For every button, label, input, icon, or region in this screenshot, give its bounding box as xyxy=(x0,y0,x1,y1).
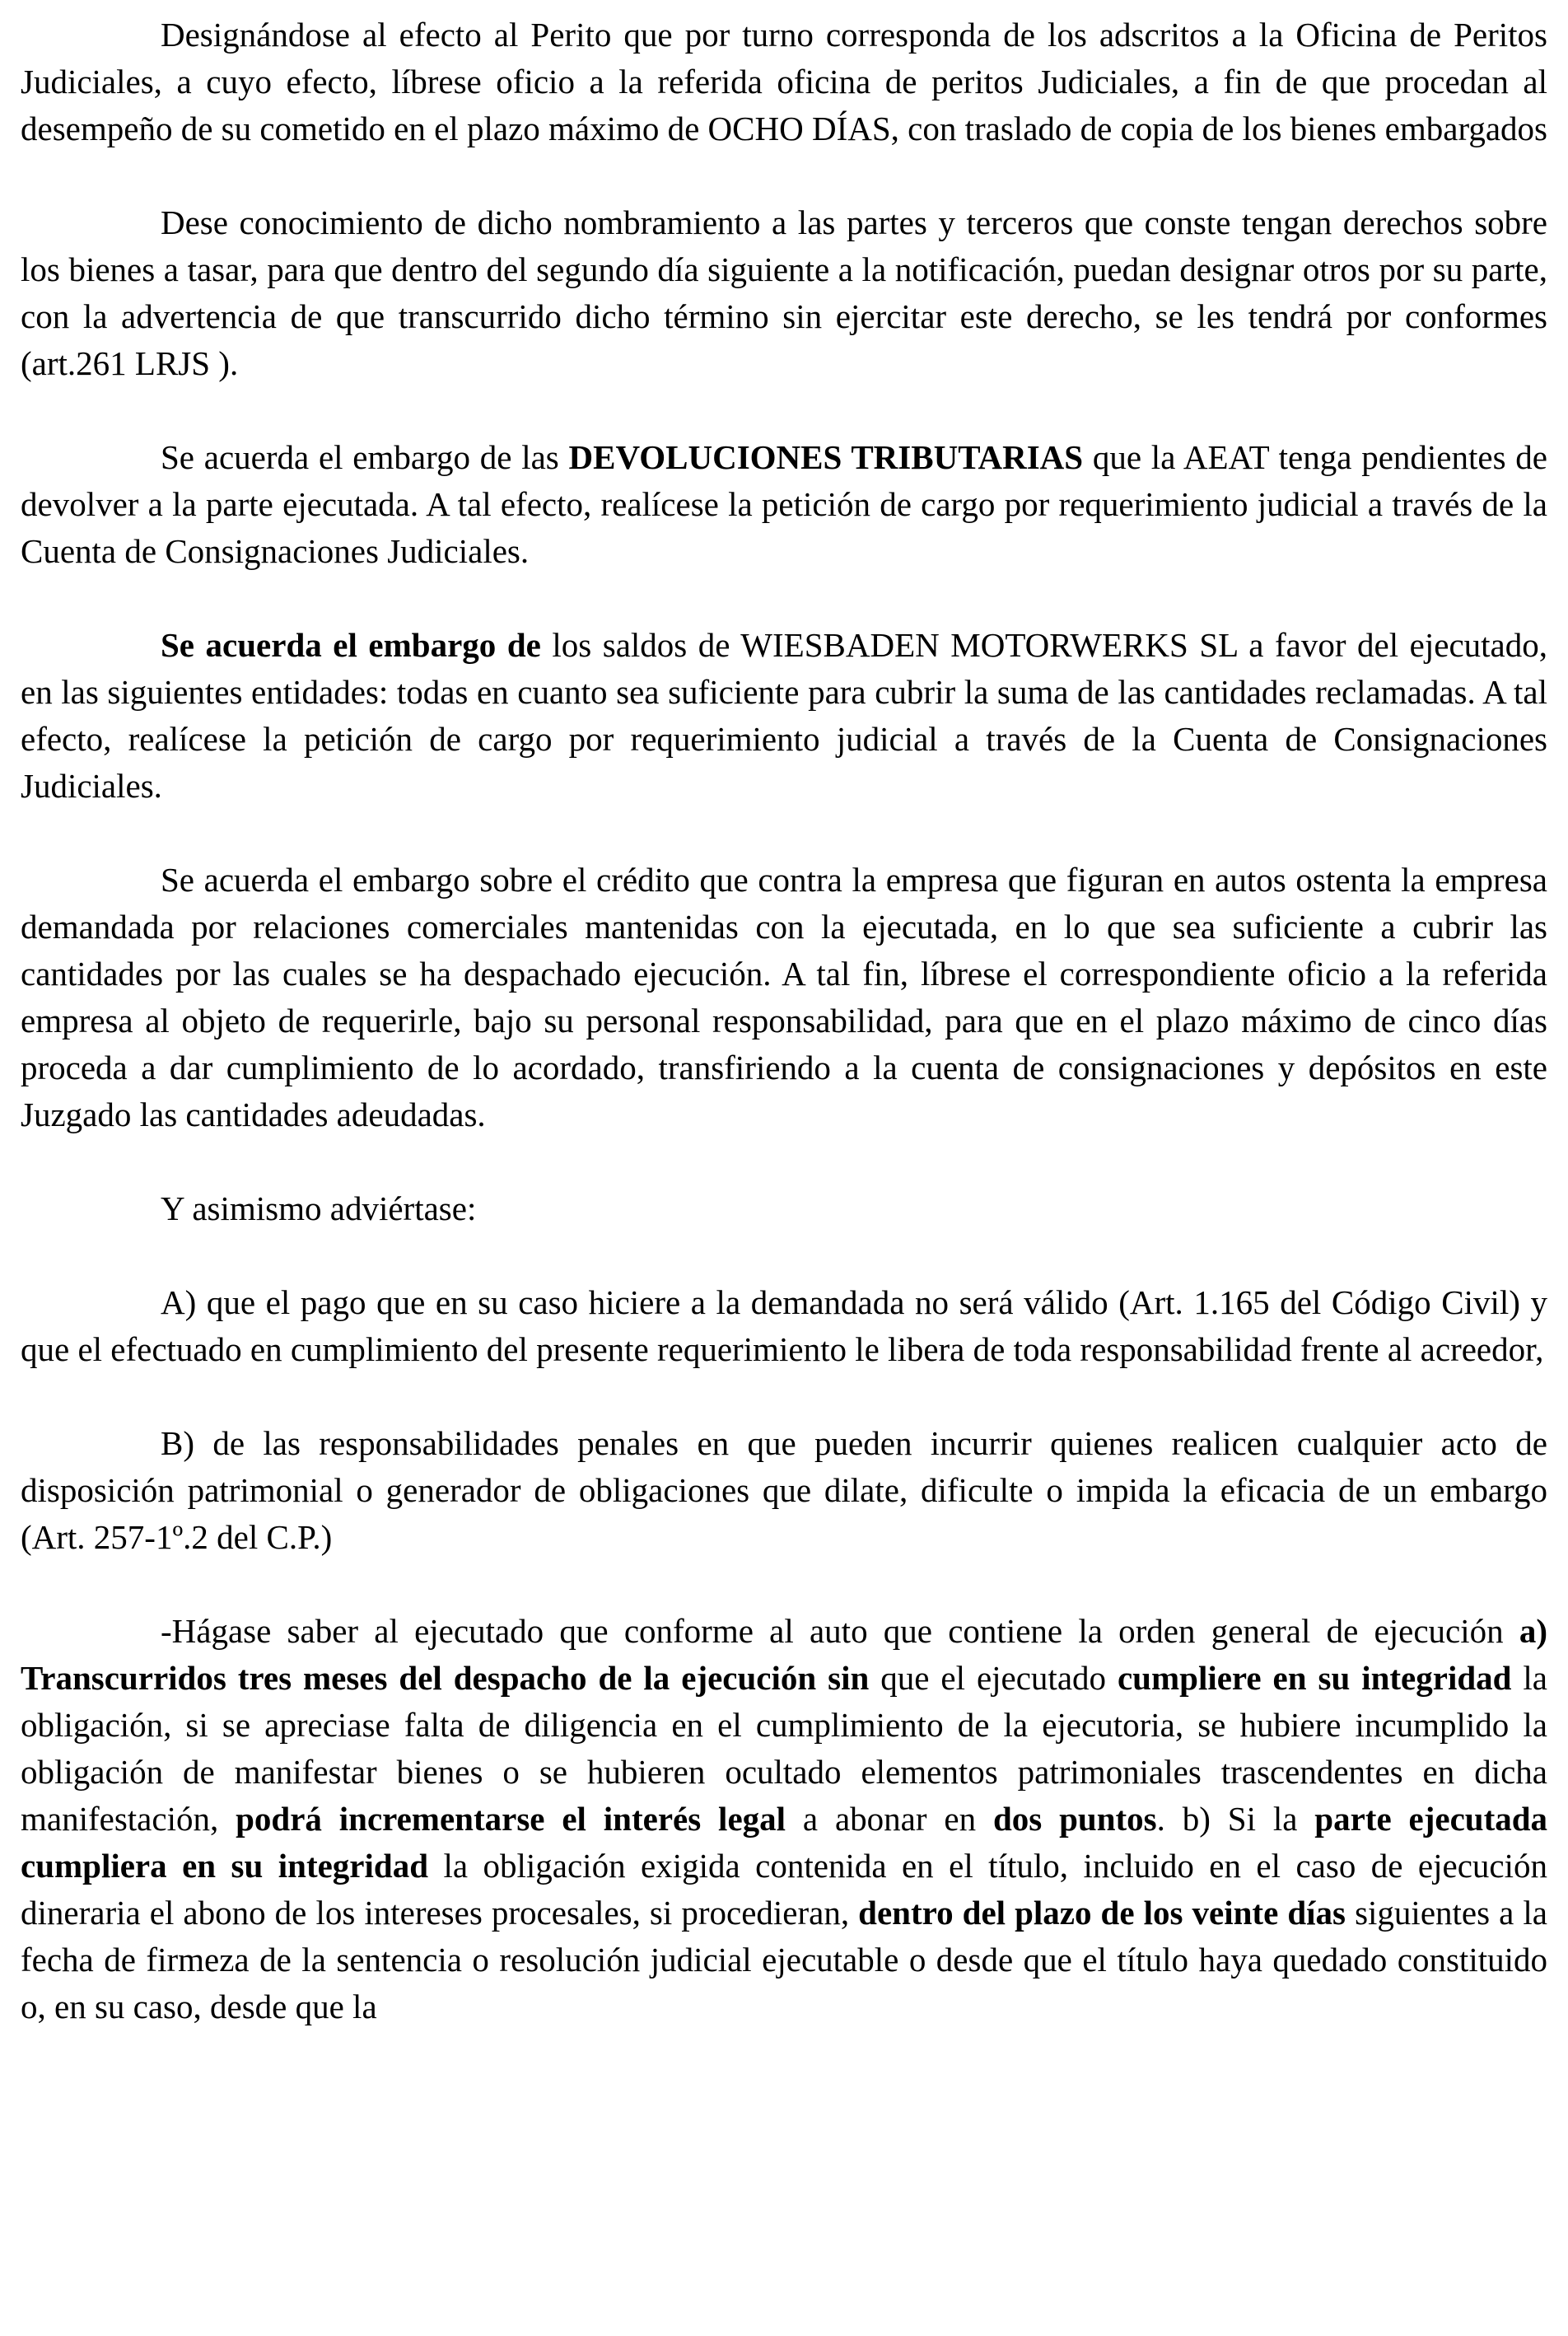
paragraph xyxy=(21,1185,1547,1232)
paragraph xyxy=(21,622,1547,810)
bold-text-segment: cumpliere en su integridad xyxy=(1117,1659,1512,1697)
text-segment: -Hágase saber al ejecutado que conforme al auto que contiene la orden general de ejecución xyxy=(161,1612,1519,1650)
text-segment: que el ejecutado xyxy=(869,1659,1118,1697)
paragraph xyxy=(21,857,1547,1138)
paragraph xyxy=(21,12,1547,152)
text-segment: Dese conocimiento de dicho nombramiento a las partes y terceros que conste tengan derechos sobre los bienes a tasar, para que dentro del segundo día siguiente a la notificación, puedan designar otros por su parte, con la advertencia de que transcurrido dicho término sin ejercitar este derecho, se les tendrá por conformes (art.261 LRJS ). xyxy=(21,203,1547,382)
text-segment: A) que el pago que en su caso hiciere a la demandada no será válido (Art. 1.165 del Código Civil) y que el efectuado en cumplimiento del presente requerimiento le libera de toda responsabilidad frente al acreedor, xyxy=(21,1283,1547,1368)
paragraph xyxy=(21,434,1547,575)
bold-text-segment: parte ejecutada cumpliera en su integridad xyxy=(21,1800,1548,1885)
text-segment: B) de las responsabilidades penales en que pueden incurrir quienes realicen cualquier acto de disposición patrimonial o generador de obligaciones que dilate, dificulte o impida la eficacia de un embargo (Art. 257-1º.2 del C.P.) xyxy=(21,1424,1547,1556)
text-segment: los saldos de WIESBADEN MOTORWERKS SL a favor del ejecutado, en las siguientes entidades: todas en cuanto sea suficiente para cubrir la suma de las cantidades reclamadas. A tal efecto, realícese la petición de cargo por requerimiento judicial a través de la Cuenta de Consignaciones Judiciales. xyxy=(21,626,1547,805)
text-segment: siguientes a la fecha de firmeza de la sentencia o resolución judicial ejecutable o desde que el título haya quedado constituido o, en su caso, desde que la xyxy=(21,1894,1547,2025)
bold-text-segment: podrá incrementarse el interés legal xyxy=(236,1800,786,1838)
bold-text-segment: dentro del plazo de los veinte días xyxy=(858,1894,1346,1932)
text-segment: Designándose al efecto al Perito que por turno corresponda de los adscritos a la Oficina de Peritos Judiciales, a cuyo efecto, líbrese oficio a la referida oficina de peritos Judiciales, a fin de que procedan al desempeño de su cometido en el plazo máximo de OCHO DÍAS, con traslado de copia de los bienes embargados xyxy=(21,16,1548,147)
bold-text-segment: DEVOLUCIONES TRIBUTARIAS xyxy=(568,438,1084,476)
text-segment: Y asimismo adviértase: xyxy=(161,1189,477,1227)
document-body xyxy=(21,12,1547,2030)
text-segment: que la AEAT tenga pendientes de devolver a la parte ejecutada. A tal efecto, realícese la petición de cargo por requerimiento judicial a través de la Cuenta de Consignaciones Judiciales. xyxy=(21,438,1547,570)
text-segment: la obligación exigida contenida en el título, incluido en el caso de ejecución dineraria el abono de los intereses procesales, si procedieran, xyxy=(21,1847,1547,1932)
paragraph xyxy=(21,1420,1547,1561)
paragraph xyxy=(21,1608,1547,2030)
text-segment: Se acuerda el embargo de las xyxy=(161,438,569,476)
paragraph xyxy=(21,1279,1547,1373)
text-segment: a abonar en xyxy=(786,1800,993,1838)
bold-text-segment: dos puntos xyxy=(992,1800,1157,1838)
text-segment: . b) Si la xyxy=(1156,1800,1315,1838)
bold-text-segment: a) Transcurridos tres meses del despacho de la ejecución sin xyxy=(21,1612,1547,1697)
text-segment: Se acuerda el embargo sobre el crédito que contra la empresa que figuran en autos ostenta la empresa demandada por relaciones comerciales mantenidas con la ejecutada, en lo que sea suficiente a cubrir las cantidades por las cuales se ha despachado ejecución. A tal fin, líbrese el correspondiente oficio a la referida empresa al objeto de requerirle, bajo su personal responsabilidad, para que en el plazo máximo de cinco días proceda a dar cumplimiento de lo acordado, transfiriendo a la cuenta de consignaciones y depósitos en este Juzgado las cantidades adeudadas. xyxy=(21,861,1547,1133)
paragraph xyxy=(21,199,1547,387)
text-segment: la obligación, si se apreciase falta de diligencia en el cumplimiento de la ejecutoria, se hubiere incumplido la obligación de manifestar bienes o se hubieren ocultado elementos patrimoniales trascendentes en dicha manifestación, xyxy=(21,1659,1547,1838)
bold-text-segment: Se acuerda el embargo de xyxy=(161,626,541,664)
